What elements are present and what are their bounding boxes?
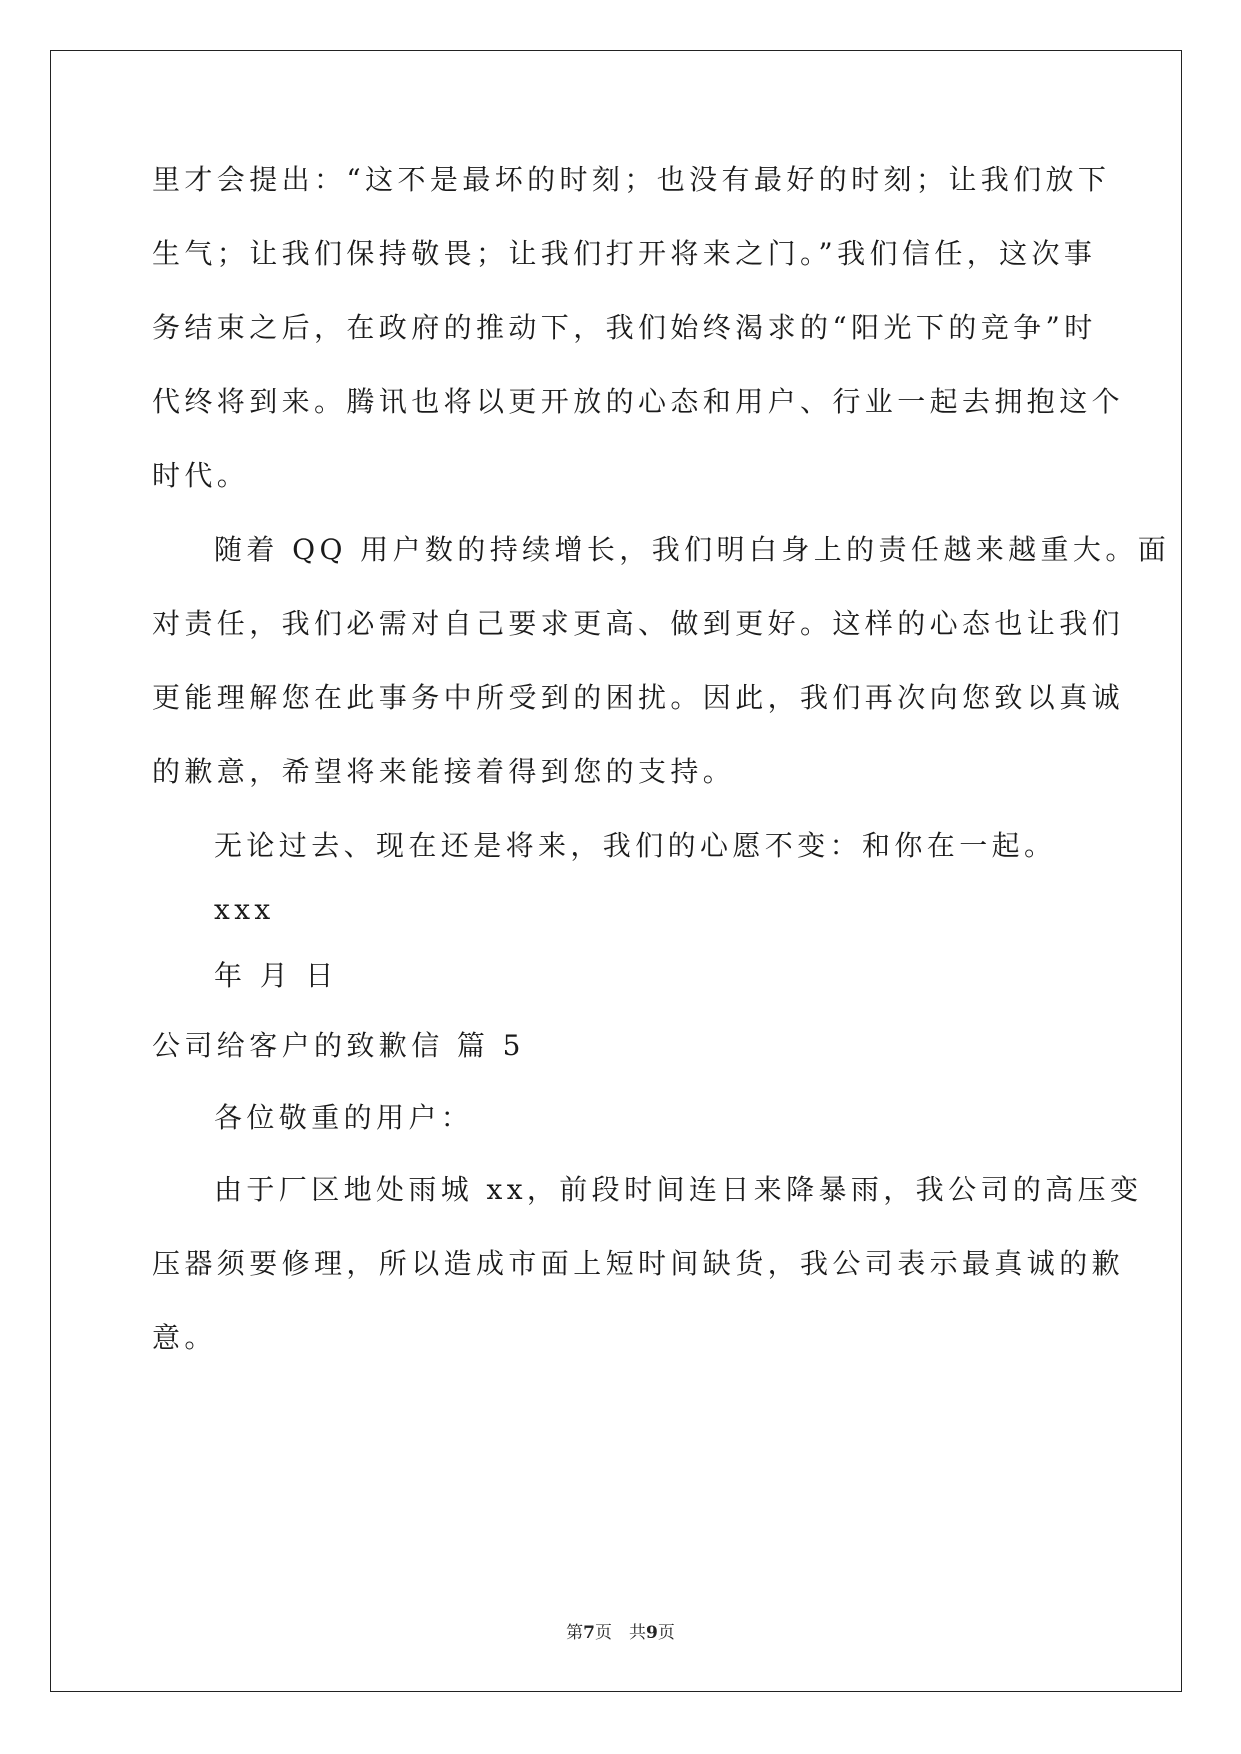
- paragraph-line: 务结束之后，在政府的推动下，我们始终渴求的“阳光下的竞争”时: [152, 311, 1097, 344]
- page-mid-text: 页 共: [595, 1623, 646, 1643]
- paragraph-line: 的歉意，希望将来能接着得到您的支持。: [152, 755, 736, 788]
- paragraph-line: 里才会提出：“这不是最坏的时刻；也没有最好的时刻；让我们放下: [152, 163, 1111, 196]
- paragraph-line: 随着 QQ 用户数的持续增长，我们明白身上的责任越来越重大。面: [214, 533, 1171, 566]
- paragraph-line: 时代。: [152, 459, 250, 492]
- page-border: [50, 50, 1182, 1692]
- current-page-number: 7: [583, 1623, 595, 1643]
- paragraph-line: 代终将到来。腾讯也将以更开放的心态和用户、行业一起去拥抱这个: [152, 385, 1125, 418]
- section-heading: 公司给客户的致歉信 篇 5: [152, 1029, 525, 1062]
- salutation: 各位敬重的用户：: [214, 1101, 474, 1134]
- signature-date: 年 月 日: [214, 959, 338, 992]
- paragraph-line: 生气；让我们保持敬畏；让我们打开将来之门。”我们信任，这次事: [152, 237, 1097, 270]
- paragraph-line: 由于厂区地处雨城 xx，前段时间连日来降暴雨，我公司的高压变: [214, 1173, 1143, 1206]
- paragraph-line: 压器须要修理，所以造成市面上短时间缺货，我公司表示最真诚的歉: [152, 1247, 1125, 1280]
- signature-name: xxx: [214, 893, 275, 926]
- paragraph-line: 意。: [152, 1321, 217, 1354]
- page-prefix: 第: [566, 1623, 584, 1643]
- page-suffix: 页: [657, 1623, 675, 1643]
- paragraph-line: 对责任，我们必需对自己要求更高、做到更好。这样的心态也让我们: [152, 607, 1125, 640]
- paragraph-line: 无论过去、现在还是将来，我们的心愿不变：和你在一起。: [214, 829, 1057, 862]
- page-number-footer: [0, 1618, 1241, 1643]
- paragraph-line: 更能理解您在此事务中所受到的困扰。因此，我们再次向您致以真诚: [152, 681, 1125, 714]
- total-page-number: 9: [646, 1623, 658, 1643]
